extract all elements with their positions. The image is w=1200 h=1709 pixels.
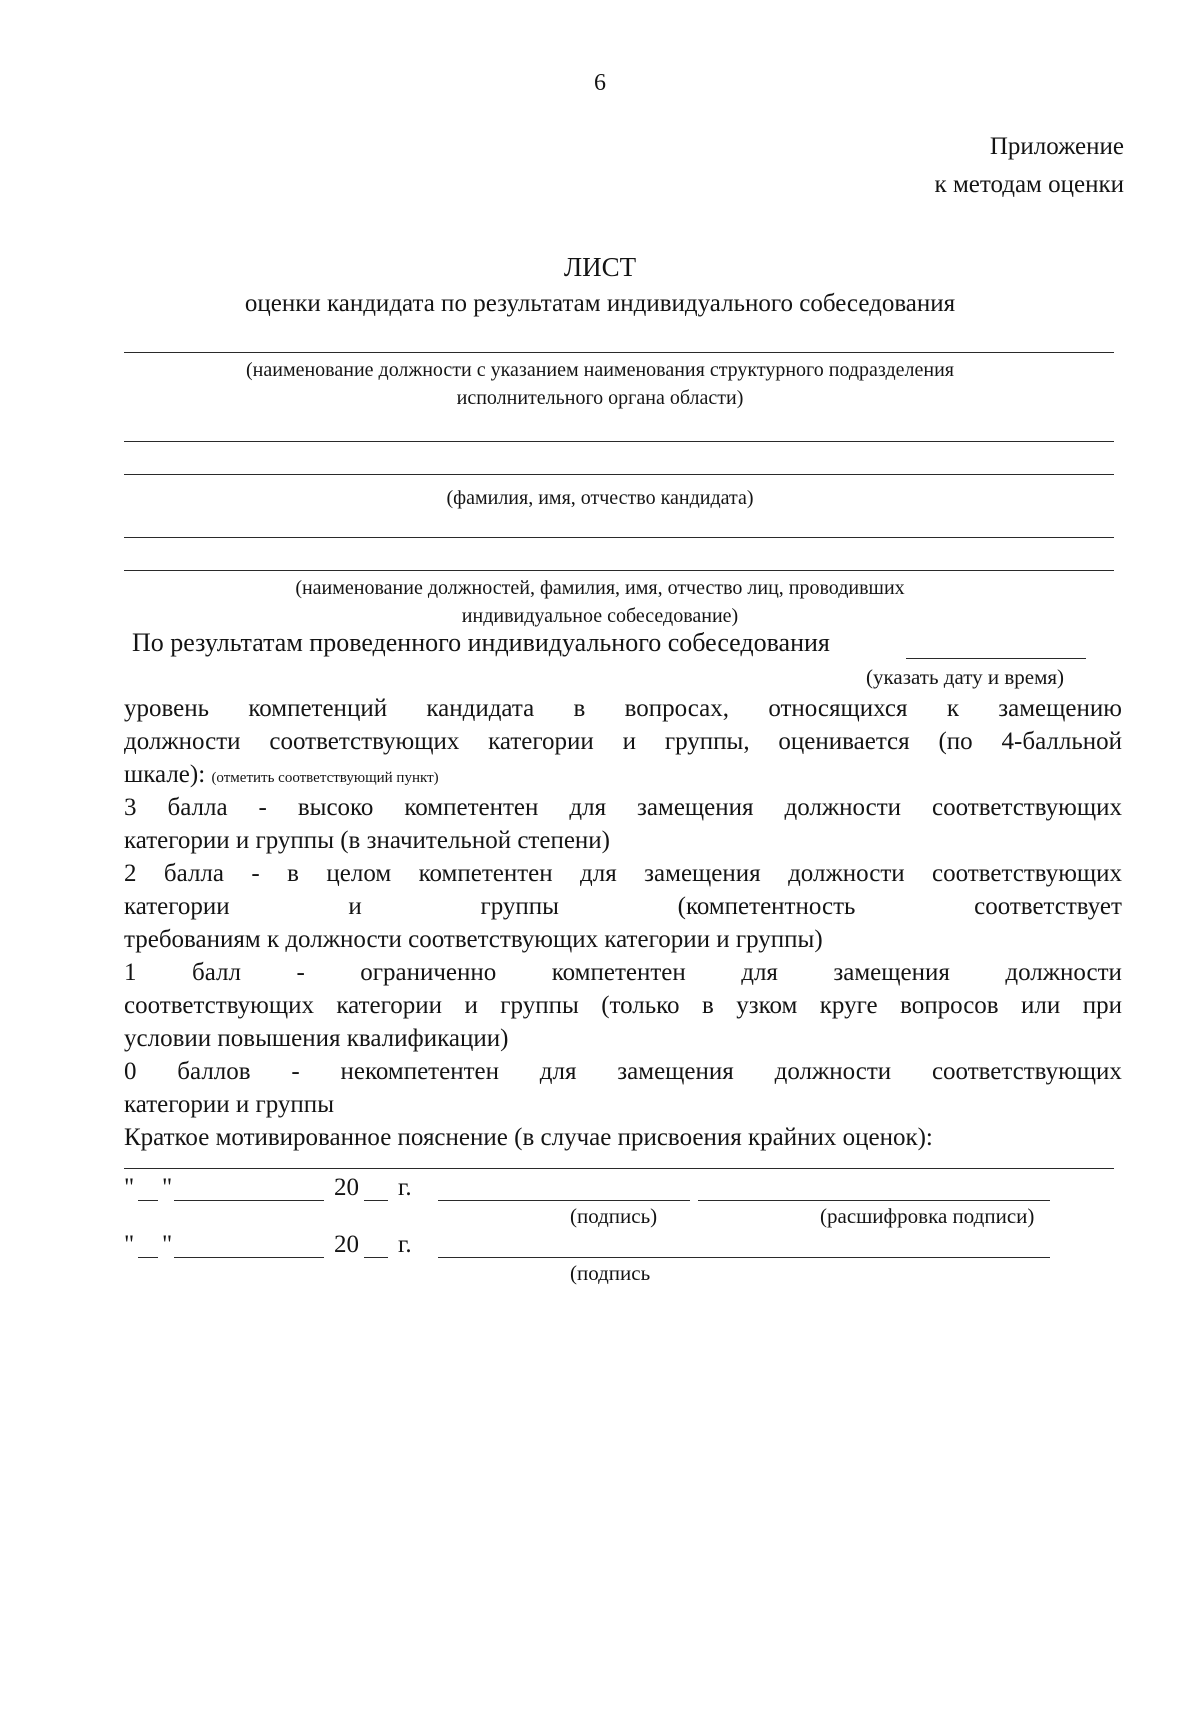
quote-close-2: " xyxy=(162,1231,173,1258)
score-2-line-1: 2 балла - в целом компетентен для замещения должности соответствующих xyxy=(124,860,1122,887)
year-suffix-2: г. xyxy=(398,1231,412,1258)
assessment-line-3 xyxy=(124,758,1122,795)
score-1-line-2: соответствующих категории и группы (только в узком круге вопросов или при xyxy=(124,992,1122,1019)
score-2-line-3: требованиям к должности соответствующих категории и группы) xyxy=(124,926,823,953)
word: в xyxy=(573,695,586,722)
signature-line-2 xyxy=(438,1257,1050,1258)
score-1-line-3: условии повышения квалификации) xyxy=(124,1025,509,1052)
position-caption-line-2: исполнительного органа области) xyxy=(456,387,744,409)
score-3-line-1: 3 балла - высоко компетентен для замещения должности соответствующих xyxy=(124,794,1122,821)
assessment-paragraph xyxy=(124,692,1122,795)
word: для xyxy=(741,959,778,986)
assessment-line-1 xyxy=(124,692,1122,725)
word: должности xyxy=(1005,959,1122,986)
decipher-line-1 xyxy=(698,1200,1050,1201)
word: ограниченно xyxy=(360,959,497,986)
score-2-line-2 xyxy=(124,890,1122,923)
word: и xyxy=(348,893,362,920)
month-blank-2 xyxy=(174,1257,324,1258)
signature-caption-2: (подпись xyxy=(570,1261,651,1285)
explanation-label: Краткое мотивированное пояснение (в случае присвоения крайних оценок): xyxy=(124,1124,933,1151)
score-0-line-1 xyxy=(124,1055,1122,1088)
word: должности xyxy=(774,1058,892,1085)
year-blank-2 xyxy=(364,1257,388,1258)
position-field-line xyxy=(124,352,1114,353)
year-prefix-2: 20 xyxy=(334,1231,359,1258)
month-blank-1 xyxy=(174,1200,324,1201)
word: некомпетентен xyxy=(340,1058,499,1085)
score-3-line-2: категории и группы (в значительной степени) xyxy=(124,827,610,854)
word: балл xyxy=(191,959,241,986)
word: вопросах, xyxy=(624,695,730,722)
interviewers-field-line-2 xyxy=(124,570,1114,571)
word: к xyxy=(946,695,959,722)
page-number: 6 xyxy=(594,70,606,96)
signature-caption-1: (подпись) xyxy=(570,1204,658,1228)
year-blank-1 xyxy=(364,1200,388,1201)
word: группы xyxy=(480,893,559,920)
score-1-line-1 xyxy=(124,956,1122,989)
day-blank-1 xyxy=(138,1200,158,1201)
date-field-line xyxy=(906,658,1086,659)
year-prefix-1: 20 xyxy=(334,1174,359,1201)
quote-close-1: " xyxy=(162,1174,173,1201)
appendix-line-2: к методам оценки xyxy=(934,171,1124,198)
position-caption-line-1: (наименование должности с указанием наименования структурного подразделения xyxy=(246,359,954,381)
signature-line-1 xyxy=(438,1200,690,1201)
word: соответствующих xyxy=(931,1058,1122,1085)
word: 1 xyxy=(124,959,137,986)
interviewers-caption xyxy=(120,574,1080,630)
position-caption xyxy=(120,356,1080,412)
date-caption: (указать дату и время) xyxy=(866,665,1065,689)
word: кандидата xyxy=(426,695,535,722)
interviewers-caption-line-2: индивидуальное собеседование) xyxy=(461,605,739,627)
quote-open-2: " xyxy=(124,1231,135,1258)
appendix-heading xyxy=(935,128,1124,204)
word: относящихся xyxy=(768,695,908,722)
word: замещению xyxy=(998,695,1122,722)
word: баллов xyxy=(177,1058,251,1085)
score-0-line-2: категории и группы xyxy=(124,1091,334,1118)
assessment-line-2: должности соответствующих категории и группы, оценивается (по 4-балльной xyxy=(124,728,1122,755)
result-intro: По результатам проведенного индивидуального собеседования xyxy=(132,628,830,657)
decipher-caption: (расшифровка подписи) xyxy=(820,1204,1035,1228)
appendix-line-1: Приложение xyxy=(989,133,1124,160)
word: 0 xyxy=(124,1058,137,1085)
word: соответствует xyxy=(974,893,1122,920)
interviewers-field-line-1 xyxy=(124,537,1114,538)
document-subtitle: оценки кандидата по результатам индивидуального собеседования xyxy=(244,290,956,317)
candidate-field-line-1 xyxy=(124,441,1114,442)
explanation-field-line xyxy=(124,1168,1114,1169)
interviewers-caption-line-1: (наименование должностей, фамилия, имя, отчество лиц, проводивших xyxy=(295,577,905,599)
word: категории xyxy=(124,893,230,920)
word: компетентен xyxy=(551,959,686,986)
document-title: ЛИСТ xyxy=(563,252,637,282)
day-blank-2 xyxy=(138,1257,158,1258)
word: замещения xyxy=(617,1058,734,1085)
quote-open: " xyxy=(124,1174,135,1201)
word: уровень xyxy=(124,695,210,722)
scale-label: шкале): xyxy=(124,761,206,788)
score-options xyxy=(124,791,1122,1154)
signature-row-1 xyxy=(124,1174,134,1202)
assessment-note: (отметить соответствующий пункт) xyxy=(211,770,439,786)
word: для xyxy=(539,1058,577,1085)
word: - xyxy=(296,959,305,986)
year-suffix-1: г. xyxy=(398,1174,412,1201)
word: (компетентность xyxy=(677,893,856,920)
candidate-field-line-2 xyxy=(124,474,1114,475)
candidate-caption: (фамилия, имя, отчество кандидата) xyxy=(446,487,754,509)
word: - xyxy=(291,1058,300,1085)
word: замещения xyxy=(833,959,950,986)
word: компетенций xyxy=(248,695,388,722)
